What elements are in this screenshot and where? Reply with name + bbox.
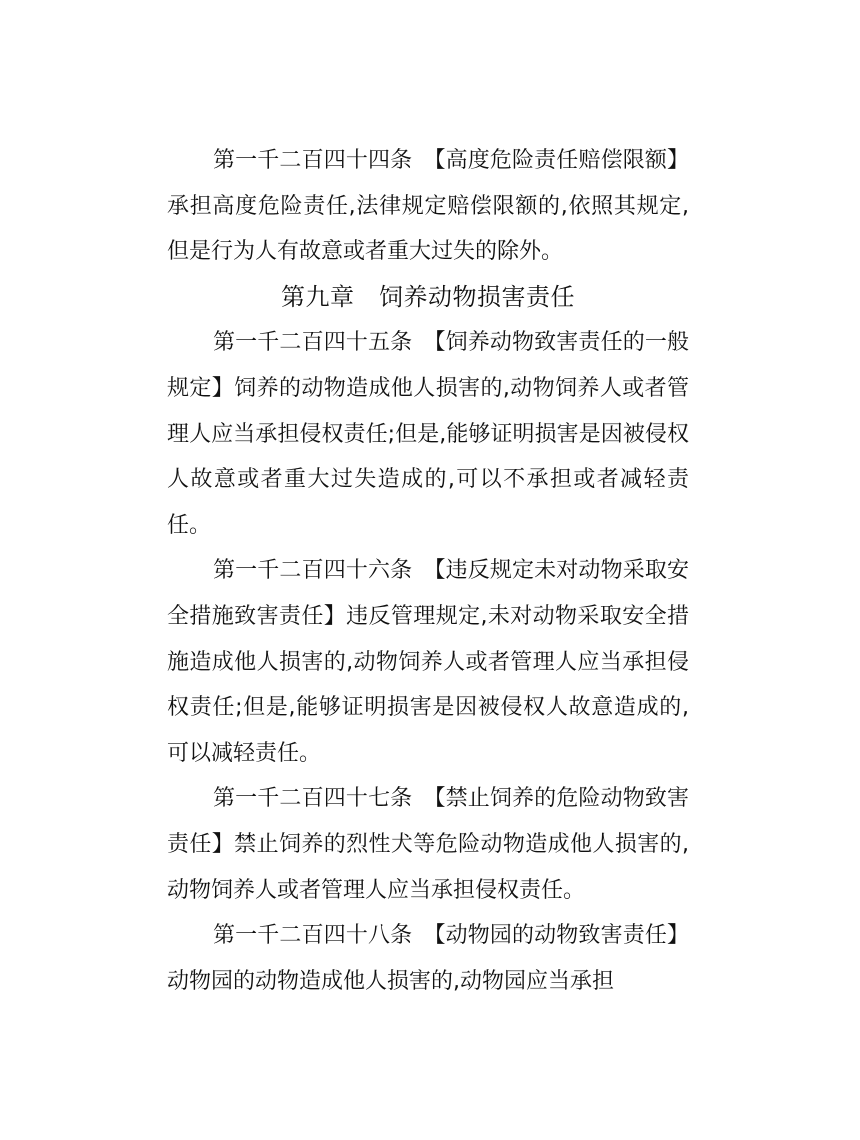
article-1244: [167, 138, 689, 275]
article-1247: [167, 776, 689, 913]
article-body: 【动物园的动物致害责任】动物园的动物造成他人损害的,动物园应当承担: [167, 923, 689, 994]
article-body: 【违反规定未对动物采取安全措施致害责任】违反管理规定,未对动物采取安全措施造成他人损害的,动物饲养人或者管理人应当承担侵权责任;但是,能够证明损害是因被侵权人故意造成的,可以减轻责任。: [167, 558, 689, 766]
document-page: [167, 138, 689, 1004]
article-number: 第一千二百四十六条: [213, 558, 413, 584]
article-number: 第一千二百四十七条: [213, 786, 413, 812]
chapter-heading: [167, 275, 689, 321]
article-body: 【禁止饲养的危险动物致害责任】禁止饲养的烈性犬等危险动物造成他人损害的,动物饲养人或者管理人应当承担侵权责任。: [167, 786, 689, 903]
article-body: 【饲养动物致害责任的一般规定】饲养的动物造成他人损害的,动物饲养人或者管理人应当承担侵权责任;但是,能够证明损害是因被侵权人故意或者重大过失造成的,可以不承担或者减轻责任。: [167, 330, 689, 538]
chapter-spacer: [355, 283, 380, 311]
article-spacer: [412, 923, 434, 948]
article-spacer: [412, 786, 434, 811]
article-number: 第一千二百四十八条: [213, 923, 413, 949]
chapter-title: 饲养动物损害责任: [379, 282, 575, 311]
chapter-label: 第九章: [281, 282, 355, 311]
article-1248: [167, 913, 689, 1004]
article-1245: [167, 320, 689, 548]
article-spacer: [412, 558, 434, 583]
article-number: 第一千二百四十五条: [213, 330, 413, 356]
article-body: 【高度危险责任赔偿限额】承担高度危险责任,法律规定赔偿限额的,依照其规定,但是行为人有故意或者重大过失的除外。: [167, 148, 689, 265]
article-spacer: [412, 330, 434, 355]
article-1246: [167, 548, 689, 776]
article-spacer: [412, 148, 434, 173]
article-number: 第一千二百四十四条: [213, 148, 413, 173]
